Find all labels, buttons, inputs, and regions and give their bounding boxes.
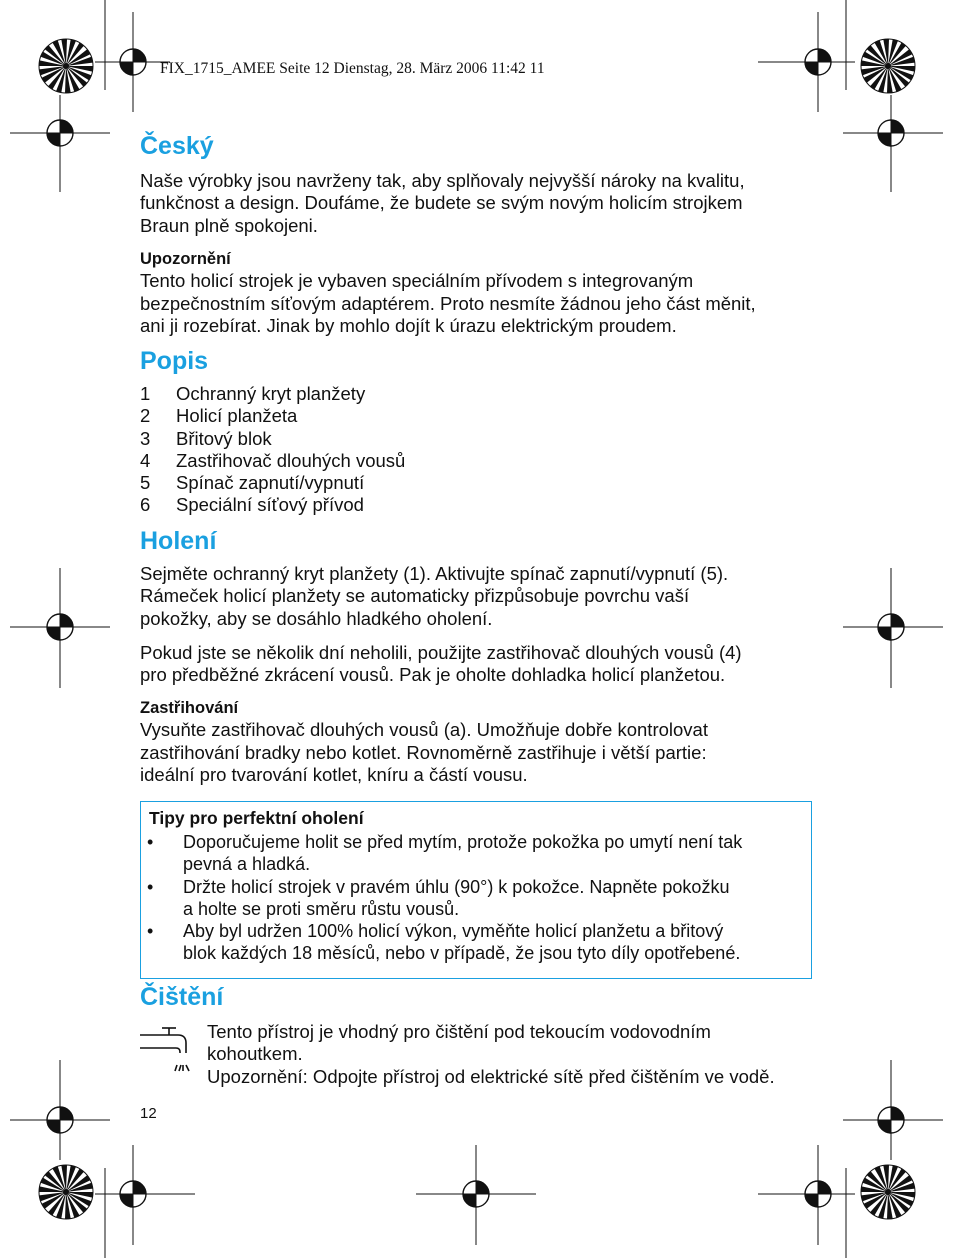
shaving-line: Pokud jste se několik dní neholili, použijte zastřihovač dlouhých vousů (4) [140, 642, 742, 663]
warning-line: bezpečnostním síťovým adaptérem. Proto nesmíte žádnou jeho část měnit, [140, 292, 756, 314]
list-item-label: Břitový blok [176, 427, 272, 449]
shaving-line: pokožky, aby se dosáhlo hladkého oholení. [140, 607, 493, 629]
list-item-label: Ochranný kryt planžety [176, 383, 366, 404]
tip-line: a holte se proti směru růstu vousů. [183, 899, 460, 920]
list-item-number: 5 [140, 472, 151, 494]
tip-text [183, 876, 729, 921]
tip-line: pevná a hladká. [183, 854, 311, 875]
list-item-label: Spínač zapnutí/vypnutí [176, 472, 365, 494]
warning-line: ani ji rozebírat. Jinak by mohlo dojít k úrazu elektrickým proudem. [140, 314, 677, 336]
intro-line: funkčnost a design. Doufáme, že budete se svým novým holicím strojkem [140, 192, 743, 214]
cleaning-line: kohoutkem. [207, 1043, 303, 1065]
trimming-line: Vysuňte zastřihovač dlouhých vousů (a). Umožňuje dobře kontrolovat [140, 719, 708, 741]
intro-line: Braun plně spokojeni. [140, 214, 318, 236]
tip-line: blok každých 18 měsíců, nebo v případě, že jsou tyto díly opotřebené. [183, 943, 741, 964]
cleaning-line: Upozornění: Odpojte přístroj od elektrické sítě před čištěním ve vodě. [207, 1065, 775, 1087]
parts-list [140, 383, 405, 517]
page-number: 12 [140, 1105, 157, 1122]
shaving-paragraph-1 [140, 563, 820, 630]
list-item-label: Holicí planžeta [176, 405, 298, 427]
list-item-number: 2 [140, 405, 151, 427]
trimming-heading: Zastřihování [140, 699, 239, 717]
heading-cesky: Český [140, 132, 214, 160]
tip-text [183, 831, 742, 876]
tip-line: Držte holicí strojek v pravém úhlu (90°) k pokožce. Napněte pokožku [183, 877, 730, 897]
print-header: FIX_1715_AMEE Seite 12 Dienstag, 28. März 2006 11:42 11 [160, 60, 545, 77]
shaving-line: pro předběžné zkrácení vousů. Pak je oholte dohladka holicí planžetou. [140, 664, 726, 686]
list-item [140, 494, 405, 516]
list-item [140, 405, 405, 427]
tip-line: Doporučujeme holit se před mytím, protože pokožka po umytí není tak [183, 832, 743, 852]
tip-text [183, 920, 740, 965]
shaving-paragraph-2 [140, 642, 820, 687]
list-item [140, 428, 405, 450]
bullet: • [147, 832, 154, 852]
heading-cisteni: Čištění [140, 983, 224, 1011]
trimming-paragraph [140, 697, 820, 786]
intro-line: Naše výrobky jsou navrženy tak, aby splňovaly nejvyšší nároky na kvalitu, [140, 170, 745, 191]
faucet-icon [138, 1023, 194, 1075]
intro-paragraph [140, 170, 820, 237]
warning-heading: Upozornění [140, 250, 231, 268]
warning-line: Tento holicí strojek je vybaven speciálním přívodem s integrovaným [140, 270, 694, 292]
list-item [140, 472, 405, 494]
heading-holeni: Holení [140, 527, 217, 555]
tips-box [140, 801, 812, 979]
bullet: • [147, 921, 154, 941]
list-item-label: Zastřihovač dlouhých vousů [176, 449, 406, 471]
cleaning-line: Tento přístroj je vhodný pro čištění pod tekoucím vodovodním [207, 1021, 711, 1042]
bullet: • [147, 877, 154, 897]
shaving-line: Rámeček holicí planžety se automaticky přizpůsobuje povrchu vaší [140, 585, 690, 607]
list-item [140, 450, 405, 472]
tip-line: Aby byl udržen 100% holicí výkon, vyměňte holicí planžetu a břitový [183, 921, 724, 941]
list-item-number: 3 [140, 427, 151, 449]
warning-paragraph [140, 248, 820, 337]
trimming-line: zastřihování bradky nebo kotlet. Rovnoměrně zastřihuje i větší partie: [140, 741, 707, 763]
heading-popis: Popis [140, 347, 209, 375]
trimming-line: ideální pro tvarování kotlet, kníru a částí vousu. [140, 763, 528, 785]
list-item [140, 383, 405, 405]
list-item-number: 6 [140, 494, 151, 516]
tips-title: Tipy pro perfektní oholení [149, 808, 364, 828]
cleaning-paragraph [207, 1021, 827, 1088]
list-item-number: 1 [140, 383, 151, 404]
list-item-label: Speciální síťový přívod [176, 494, 364, 516]
list-item-number: 4 [140, 449, 151, 471]
shaving-line: Sejměte ochranný kryt planžety (1). Aktivujte spínač zapnutí/vypnutí (5). [140, 563, 729, 584]
